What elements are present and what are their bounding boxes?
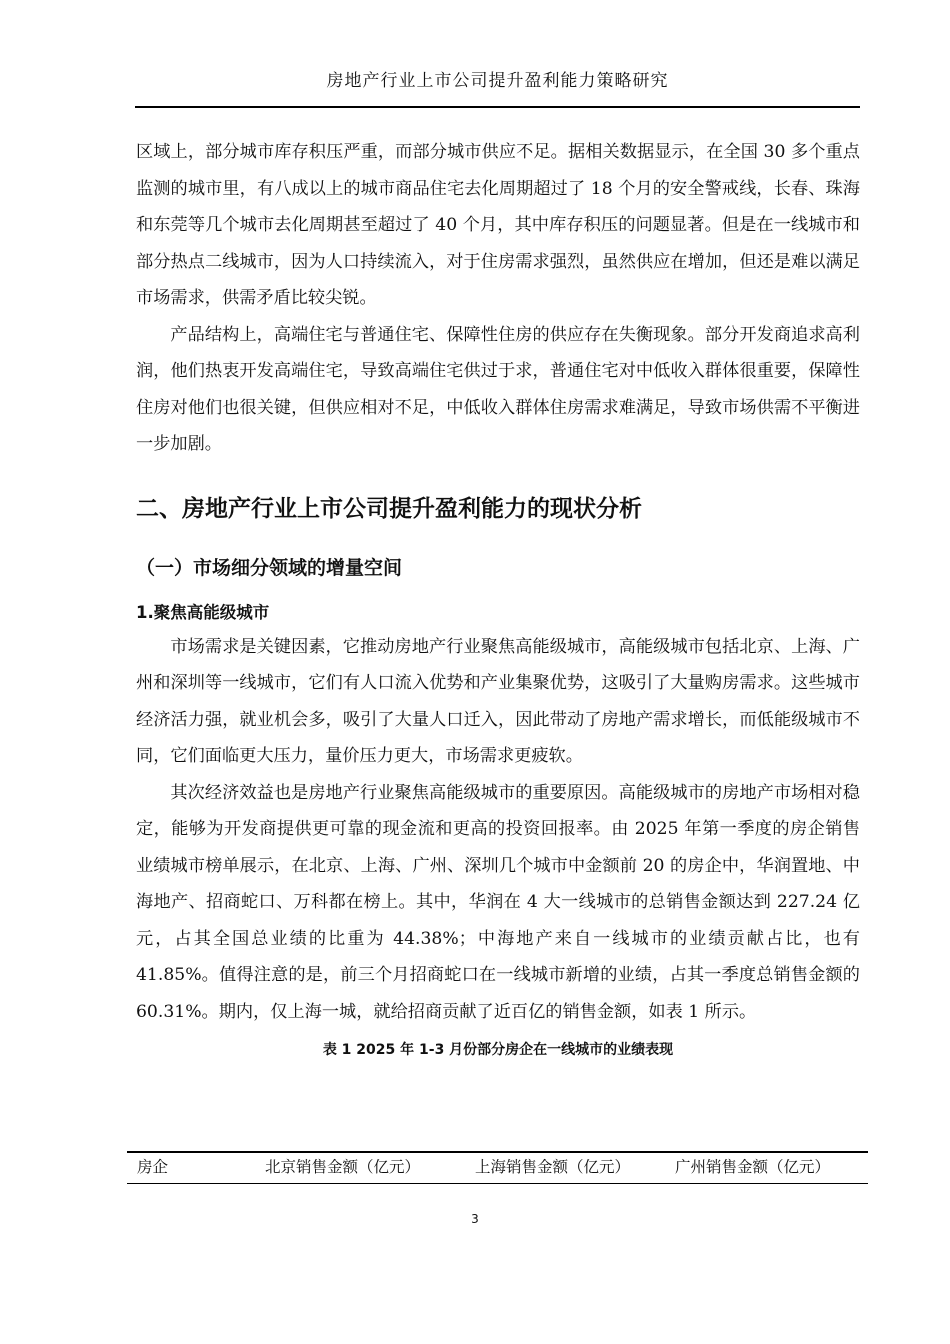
body-content (136, 134, 860, 1062)
paragraph-economic-benefit: 其次经济效益也是房地产行业聚焦高能级城市的重要原因。高能级城市的房地产市场相对稳定，能够为开发商提供更可靠的现金流和更高的投资回报率。由 2025 年第一季度的房企销售业绩城市榜单展示，在北京、上海、广州、深圳几个城市中金额前 20 的房企中，华润置地、中海地产、招商蛇口、万科都在榜上。其中，华润在 4 大一线城市的总销售金额达到 227.24 亿元，占其全国总业绩的比重为 44.38%；中海地产来自一线城市的业绩贡献占比，也有 41.85%。值得注意的是，前三个月招商蛇口在一线城市新增的业绩，占其一季度总销售金额的 60.31%。期内，仅上海一城，就给招商贡献了近百亿的销售金额，如表 1 所示。 (136, 782, 860, 1022)
column-header-beijing: 北京销售金额（亿元） (265, 1158, 421, 1176)
column-header-shanghai: 上海销售金额（亿元） (475, 1158, 631, 1176)
table-header-rule (127, 1183, 868, 1184)
table-caption: 表 1 2025 年 1-3 月份部分房企在一线城市的业绩表现 (322, 1042, 674, 1058)
section-heading: 二、房地产行业上市公司提升盈利能力的现状分析 (136, 495, 642, 522)
header-rule (135, 106, 860, 108)
subsubsection-heading: 1.聚焦高能级城市 (136, 602, 270, 622)
running-header: 房地产行业上市公司提升盈利能力策略研究 (326, 71, 669, 91)
sales-table (127, 1151, 868, 1184)
table-header-row (127, 1153, 868, 1181)
column-header-company: 房企 (137, 1158, 169, 1176)
paragraph-product-structure: 产品结构上，高端住宅与普通住宅、保障性住房的供应存在失衡现象。部分开发商追求高利润，他们热衷开发高端住宅，导致高端住宅供过于求，普通住宅对中低收入群体很重要，保障性住房对他们也很关键，但供应相对不足，中低收入群体住房需求难满足，导致市场供需不平衡进一步加剧。 (136, 324, 860, 454)
column-header-guangzhou: 广州销售金额（亿元） (675, 1158, 831, 1176)
paragraph-supply-region: 区域上，部分城市库存积压严重，而部分城市供应不足。据相关数据显示，在全国 30 多个重点监测的城市里，有八成以上的城市商品住宅去化周期超过了 18 个月的安全警戒线，长春、珠海和东莞等几个城市去化周期甚至超过了 40 个月，其中库存积压的问题显著。但是在一线城市和部分热点二线城市，因为人口持续流入，对于住房需求强烈，虽然供应在增加，但还是难以满足市场需求，供需矛盾比较尖锐。 (136, 142, 860, 308)
paragraph-market-demand: 市场需求是关键因素，它推动房地产行业聚焦高能级城市，高能级城市包括北京、上海、广州和深圳等一线城市，它们有人口流入优势和产业集聚优势，这吸引了大量购房需求。这些城市经济活力强，就业机会多，吸引了大量人口迁入，因此带动了房地产需求增长，而低能级城市不同，它们面临更大压力，量价压力更大，市场需求更疲软。 (136, 636, 860, 766)
subsection-heading: （一）市场细分领域的增量空间 (136, 556, 403, 579)
page-number: 3 (471, 1212, 479, 1226)
